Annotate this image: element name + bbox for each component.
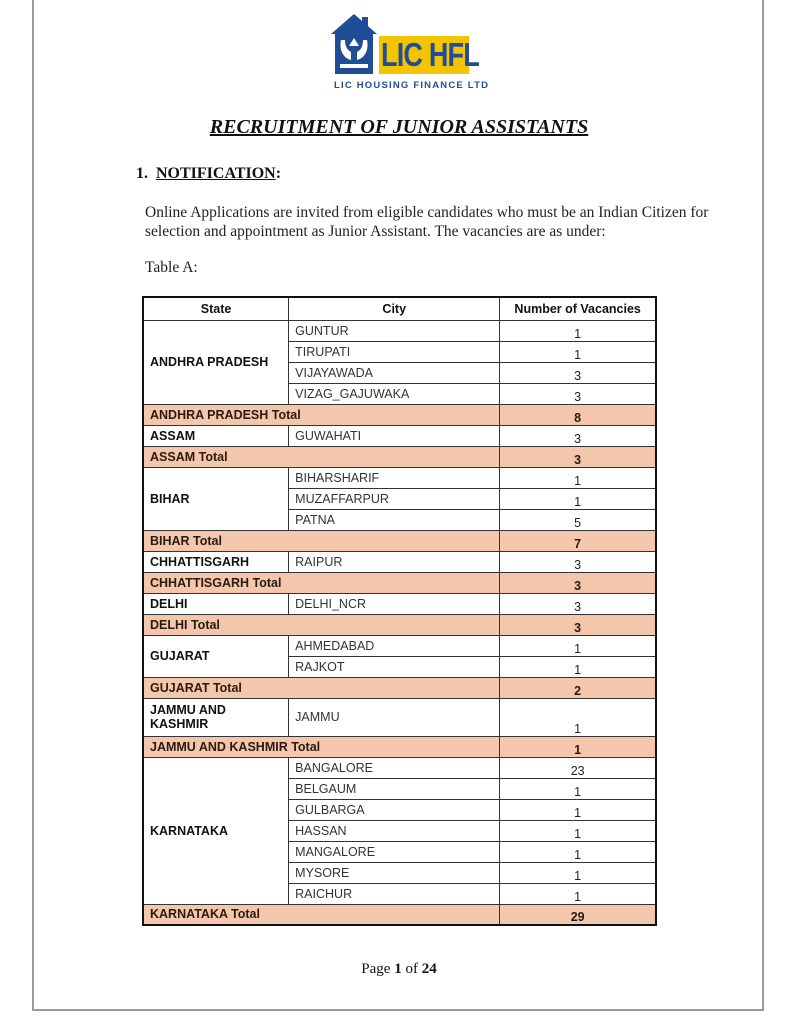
city-cell: PATNA (289, 509, 500, 530)
city-cell: HASSAN (289, 820, 500, 841)
vacancies-cell: 1 (500, 883, 656, 904)
vacancies-cell: 1 (500, 635, 656, 656)
header-city: City (289, 297, 500, 320)
vacancies-cell: 3 (500, 593, 656, 614)
state-total-row (143, 904, 656, 925)
city-cell: BELGAUM (289, 778, 500, 799)
total-label-cell: ANDHRA PRADESH Total (143, 404, 500, 425)
state-cell: DELHI (143, 593, 289, 614)
city-cell: JAMMU (289, 698, 500, 736)
city-cell: VIZAG_GAJUWAKA (289, 383, 500, 404)
state-total-row (143, 614, 656, 635)
vacancies-cell: 1 (500, 656, 656, 677)
section-title: NOTIFICATION (156, 165, 276, 182)
footer-of: of (405, 961, 418, 977)
state-cell: ASSAM (143, 425, 289, 446)
table-row (143, 698, 656, 736)
header-state: State (143, 297, 289, 320)
city-cell: MANGALORE (289, 841, 500, 862)
state-cell: CHHATTISGARH (143, 551, 289, 572)
header-vacancies: Number of Vacancies (500, 297, 656, 320)
total-label-cell: JAMMU AND KASHMIR Total (143, 736, 500, 757)
total-value-cell: 29 (500, 904, 656, 925)
house-hands-icon (331, 14, 377, 74)
footer-prefix: Page (361, 961, 391, 977)
city-cell: BANGALORE (289, 757, 500, 778)
state-total-row (143, 404, 656, 425)
lic-hfl-logo (331, 14, 490, 94)
total-label-cell: KARNATAKA Total (143, 904, 500, 925)
city-cell: RAJKOT (289, 656, 500, 677)
state-cell: ANDHRA PRADESH (143, 320, 289, 404)
vacancies-cell: 1 (500, 467, 656, 488)
vacancies-cell: 1 (500, 698, 656, 736)
vacancies-cell: 1 (500, 341, 656, 362)
vacancies-cell: 3 (500, 425, 656, 446)
vacancies-cell: 1 (500, 799, 656, 820)
logo-brand-text: LIC HFL (381, 36, 479, 73)
table-body (143, 320, 656, 925)
city-cell: GUWAHATI (289, 425, 500, 446)
vacancies-cell: 1 (500, 820, 656, 841)
vacancies-cell: 3 (500, 551, 656, 572)
total-value-cell: 1 (500, 736, 656, 757)
state-cell: JAMMU AND KASHMIR (143, 698, 289, 736)
city-cell: GUNTUR (289, 320, 500, 341)
table-row (143, 593, 656, 614)
city-cell: VIJAYAWADA (289, 362, 500, 383)
vacancies-cell: 5 (500, 509, 656, 530)
state-cell: KARNATAKA (143, 757, 289, 904)
footer-current-page: 1 (394, 961, 402, 977)
footer-total-pages: 24 (421, 961, 437, 977)
vacancy-table (142, 296, 657, 926)
vacancies-cell: 1 (500, 841, 656, 862)
city-cell: DELHI_NCR (289, 593, 500, 614)
total-value-cell: 3 (500, 446, 656, 467)
total-label-cell: DELHI Total (143, 614, 500, 635)
table-row (143, 551, 656, 572)
vacancies-cell: 1 (500, 778, 656, 799)
city-cell: RAIPUR (289, 551, 500, 572)
state-cell: BIHAR (143, 467, 289, 530)
state-total-row (143, 530, 656, 551)
state-total-row (143, 736, 656, 757)
total-label-cell: ASSAM Total (143, 446, 500, 467)
total-label-cell: BIHAR Total (143, 530, 500, 551)
state-total-row (143, 446, 656, 467)
total-value-cell: 3 (500, 572, 656, 593)
total-value-cell: 7 (500, 530, 656, 551)
city-cell: MUZAFFARPUR (289, 488, 500, 509)
vacancies-cell: 1 (500, 488, 656, 509)
vacancies-cell: 1 (500, 320, 656, 341)
total-label-cell: CHHATTISGARH Total (143, 572, 500, 593)
table-row (143, 425, 656, 446)
total-value-cell: 3 (500, 614, 656, 635)
table-row (143, 320, 656, 341)
state-total-row (143, 572, 656, 593)
section-colon: : (275, 165, 282, 182)
table-row (143, 635, 656, 656)
total-value-cell: 8 (500, 404, 656, 425)
state-total-row (143, 677, 656, 698)
notification-paragraph: Online Applications are invited from eligible candidates who must be an Indian Citizen for selection and appointment as Junior Assistant. The vacancies are as under: (145, 204, 709, 240)
city-cell: RAICHUR (289, 883, 500, 904)
document-title: RECRUITMENT OF JUNIOR ASSISTANTS (209, 116, 589, 138)
state-cell: GUJARAT (143, 635, 289, 677)
logo-subtitle: LIC HOUSING FINANCE LTD (334, 80, 490, 91)
vacancies-cell: 23 (500, 757, 656, 778)
page-footer (0, 961, 798, 978)
table-label: Table A: (145, 259, 198, 276)
city-cell: BIHARSHARIF (289, 467, 500, 488)
total-value-cell: 2 (500, 677, 656, 698)
section-heading (136, 165, 281, 183)
city-cell: MYSORE (289, 862, 500, 883)
vacancies-cell: 1 (500, 862, 656, 883)
vacancies-cell: 3 (500, 383, 656, 404)
total-label-cell: GUJARAT Total (143, 677, 500, 698)
city-cell: TIRUPATI (289, 341, 500, 362)
table-header-row (143, 297, 656, 320)
table-row (143, 467, 656, 488)
vacancies-cell: 3 (500, 362, 656, 383)
table-row (143, 757, 656, 778)
city-cell: GULBARGA (289, 799, 500, 820)
city-cell: AHMEDABAD (289, 635, 500, 656)
section-number: 1. (136, 165, 148, 182)
